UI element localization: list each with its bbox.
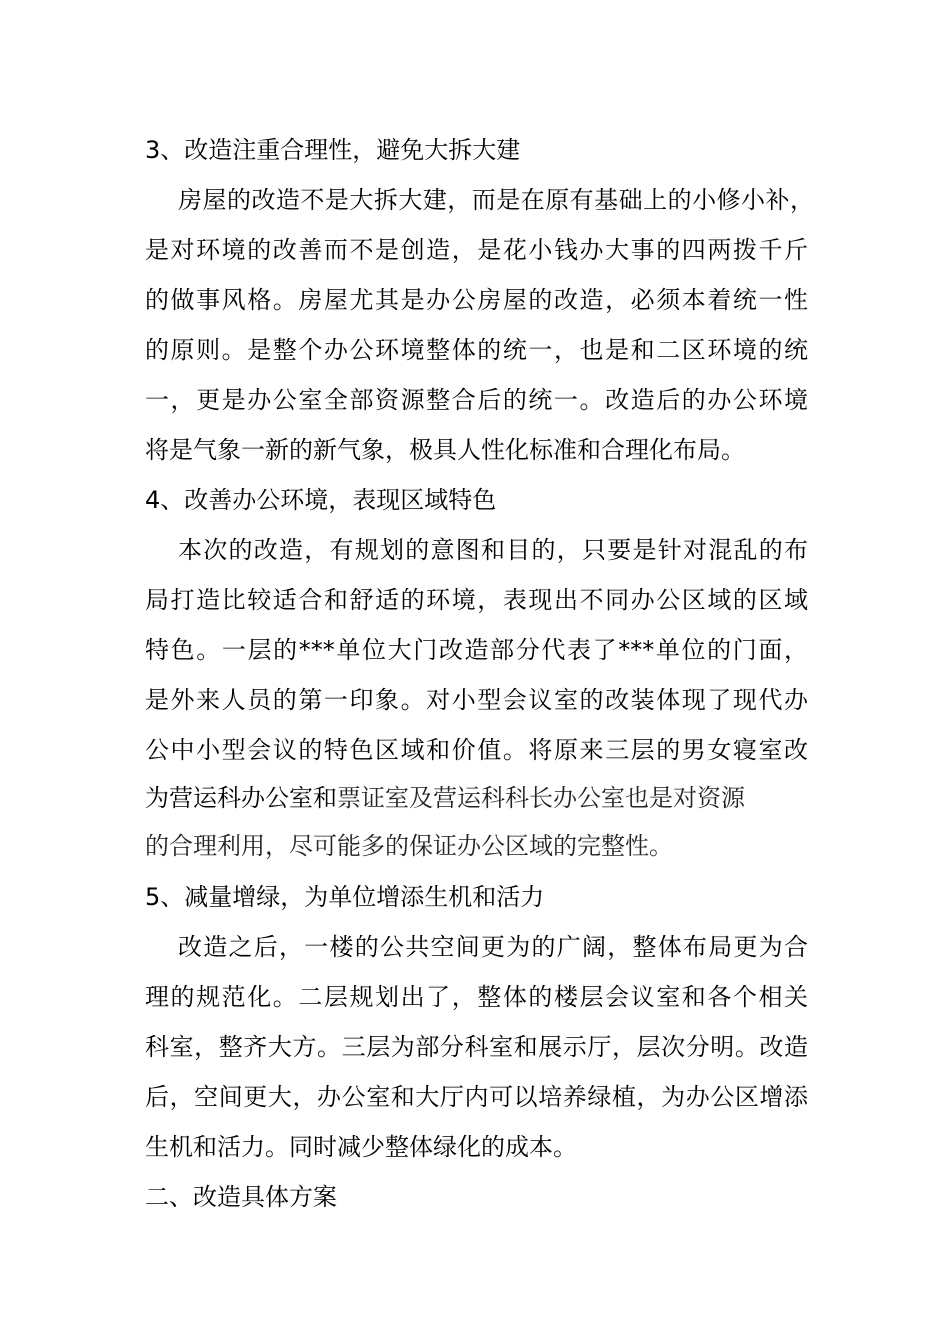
paragraph-3-line-6: 将是气象一新的新气象，极具人性化标准和合理化布局。 — [145, 436, 745, 464]
paragraph-3-line-3: 的做事风格。房屋尤其是办公房屋的改造，必须本着统一性 — [145, 286, 808, 314]
heading-item-3: 3、改造注重合理性，避免大拆大建 — [145, 136, 521, 164]
paragraph-5-line-5: 生机和活力。同时减少整体绿化的成本。 — [145, 1133, 577, 1161]
paragraph-3-line-4: 的原则。是整个办公环境整体的统一，也是和二区环境的统 — [145, 336, 808, 364]
heading-item-5: 5、减量增绿，为单位增添生机和活力 — [145, 883, 545, 911]
paragraph-4-line-6 — [145, 783, 745, 813]
paragraph-4-line-5: 公中小型会议的特色区域和价值。将原来三层的男女寝室改 — [145, 736, 808, 764]
heading-item-4: 4、改善办公环境，表现区域特色 — [145, 486, 497, 514]
paragraph-3-line-1: 房屋的改造不是大拆大建，而是在原有基础上的小修小补， — [178, 186, 814, 214]
paragraph-3-line-2: 是对环境的改善而不是创造，是花小钱办大事的四两拨千斤 — [145, 236, 808, 264]
paragraph-4-line-2: 局打造比较适合和舒适的环境，表现出不同办公区域的区域 — [145, 586, 808, 614]
paragraph-5-line-1: 改造之后，一楼的公共空间更为的广阔，整体布局更为合 — [178, 933, 808, 961]
paragraph-4-line-6-sans: 为营运科办公室和 — [145, 784, 337, 812]
paragraph-5-line-2: 理的规范化。二层规划出了，整体的楼层会议室和各个相关 — [145, 983, 808, 1011]
paragraph-4-line-4: 是外来人员的第一印象。对小型会议室的改装体现了现代办 — [145, 686, 808, 714]
paragraph-5-line-4: 后，空间更大，办公室和大厅内可以培养绿植，为办公区增添 — [145, 1083, 808, 1111]
paragraph-4-line-7: 的合理利用，尽可能多的保证办公区域的完整性。 — [145, 832, 673, 860]
paragraph-5-line-3: 科室，整齐大方。三层为部分科室和展示厅，层次分明。改造 — [145, 1033, 808, 1061]
paragraph-4-line-3: 特色。一层的***单位大门改造部分代表了***单位的门面， — [145, 636, 808, 664]
paragraph-3-line-5: 一，更是办公室全部资源整合后的统一。改造后的办公环境 — [145, 386, 808, 414]
paragraph-4-line-6-serif: 票证室及营运科科长办公室也是对资源 — [337, 784, 745, 812]
paragraph-4-line-1: 本次的改造，有规划的意图和目的，只要是针对混乱的布 — [178, 536, 808, 564]
section-heading-2: 二、改造具体方案 — [145, 1183, 337, 1211]
